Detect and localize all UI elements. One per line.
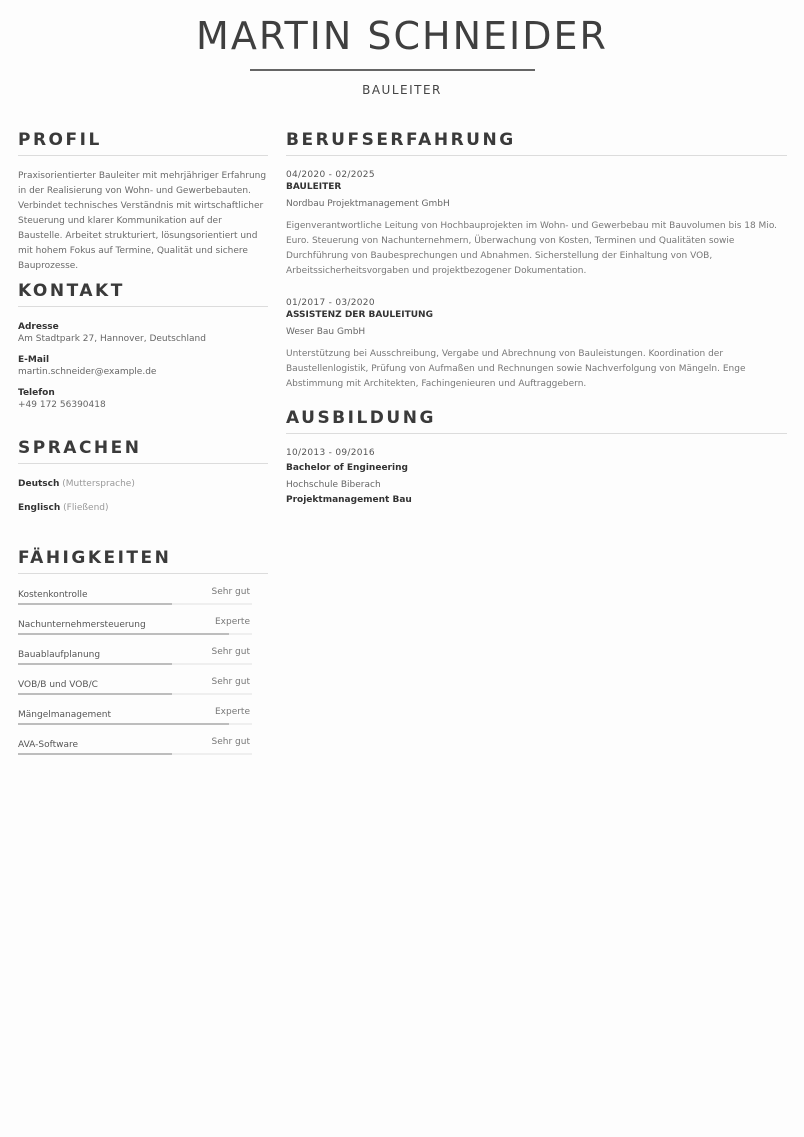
faehigkeiten-heading: FÄHIGKEITEN [18, 546, 268, 574]
skill-bar [18, 663, 252, 665]
skill-level: Experte [214, 707, 250, 717]
skill-bar [18, 633, 252, 635]
contact-email: martin.schneider@example.de [18, 367, 157, 377]
language-name: Englisch [18, 503, 61, 513]
education-date: 10/2013 - 09/2016 [286, 448, 375, 458]
language-level: (Fließend) [63, 503, 109, 513]
experience-description: Eigenverantwortliche Leitung von Hochbauprojekten im Wohn- und Gewerbebau mit Bauvolumen bis 18 Mio. Euro. Steuerung von Nachunternehmern, Überwachung von Kosten, Terminen und Qualitäten sowie Durchführung von Baubesprechungen und Abnahmen. Sicherstellung der Einhaltung von VOB, Arbeitssicherheitsvorgaben und projektbezogener Dokumentation. [286, 221, 778, 276]
skill-list [18, 578, 268, 758]
candidate-name: MARTIN SCHNEIDER [196, 14, 608, 58]
skill-bar-fill [18, 753, 172, 755]
contact-item [18, 321, 268, 345]
education-school: Hochschule Biberach [286, 480, 381, 490]
left-column [18, 128, 268, 758]
skill-name: Mängelmanagement [18, 710, 112, 720]
education-degree: Bachelor of Engineering [286, 463, 408, 473]
skill-level: Sehr gut [211, 647, 250, 657]
contact-item [18, 354, 268, 378]
skill-bar [18, 603, 252, 605]
sprachen-section [18, 436, 268, 546]
skill-bar-fill [18, 633, 229, 635]
skill-bar-fill [18, 603, 172, 605]
experience-company: Weser Bau GmbH [286, 327, 366, 337]
experience-date: 04/2020 - 02/2025 [286, 170, 375, 180]
profil-text: Praxisorientierter Bauleiter mit mehrjähriger Erfahrung in der Realisierung von Wohn- und Gewerbebauten. Verbindet technisches Verständnis mit wirtschaftlicher Steuerung und klarer Kommunikation auf der Baustelle. Arbeitet strukturiert, lösungsorientiert und mit hohem Fokus auf Termine, Qualität und sichere Bauprozesse. [18, 171, 267, 271]
experience-role: BAULEITER [286, 182, 342, 192]
skill-bar [18, 693, 252, 695]
skill-item [18, 698, 268, 728]
language-level: (Muttersprache) [62, 479, 135, 489]
skill-bar [18, 723, 252, 725]
skill-bar-fill [18, 663, 172, 665]
sprachen-heading: SPRACHEN [18, 436, 268, 464]
skill-name: Nachunternehmersteuerung [18, 620, 146, 630]
faehigkeiten-section [18, 546, 268, 758]
experience-item [286, 297, 787, 392]
berufserfahrung-section [286, 128, 787, 406]
skill-item [18, 578, 268, 608]
experience-description: Unterstützung bei Ausschreibung, Vergabe und Abrechnung von Bauleistungen. Koordination der Baustellenlogistik, Prüfung von Aufmaßen und Rechnungen sowie Nachverfolgung von Mängeln. Enge Abstimmung mit Architekten, Fachingenieuren und Auftraggebern. [286, 349, 746, 389]
kontakt-section [18, 279, 268, 436]
skill-bar-fill [18, 723, 229, 725]
contact-item [18, 387, 268, 411]
experience-company: Nordbau Projektmanagement GmbH [286, 199, 450, 209]
skill-item [18, 608, 268, 638]
kontakt-heading: KONTAKT [18, 279, 268, 307]
header-divider [250, 69, 535, 71]
experience-item [286, 169, 787, 279]
skill-level: Experte [214, 617, 250, 627]
skill-item [18, 728, 268, 758]
experience-date: 01/2017 - 03/2020 [286, 298, 375, 308]
contact-address: Am Stadtpark 27, Hannover, Deutschland [18, 334, 206, 344]
language-item [18, 478, 268, 490]
skill-level: Sehr gut [211, 587, 250, 597]
education-item [286, 447, 787, 506]
education-field: Projektmanagement Bau [286, 495, 412, 505]
berufserfahrung-heading: BERUFSERFAHRUNG [286, 128, 787, 156]
skill-item [18, 668, 268, 698]
ausbildung-section [286, 406, 787, 506]
skill-bar [18, 753, 252, 755]
skill-name: VOB/B und VOB/C [18, 680, 98, 690]
contact-label-email: E-Mail [18, 355, 50, 365]
skill-bar-fill [18, 693, 172, 695]
contact-phone: +49 172 56390418 [18, 400, 106, 410]
profil-heading: PROFIL [18, 128, 268, 156]
contact-label-phone: Telefon [18, 388, 55, 398]
contact-label-address: Adresse [18, 322, 59, 332]
candidate-title: BAULEITER [362, 83, 442, 97]
skill-name: Bauablaufplanung [18, 650, 101, 660]
ausbildung-heading: AUSBILDUNG [286, 406, 787, 434]
skill-level: Sehr gut [211, 737, 250, 747]
language-name: Deutsch [18, 479, 60, 489]
language-item [18, 502, 268, 514]
profil-section [18, 128, 268, 271]
experience-role: ASSISTENZ DER BAULEITUNG [286, 310, 433, 320]
skill-name: Kostenkontrolle [18, 590, 88, 600]
skill-level: Sehr gut [211, 677, 250, 687]
skill-item [18, 638, 268, 668]
skill-name: AVA-Software [18, 740, 79, 750]
right-column [286, 128, 787, 506]
